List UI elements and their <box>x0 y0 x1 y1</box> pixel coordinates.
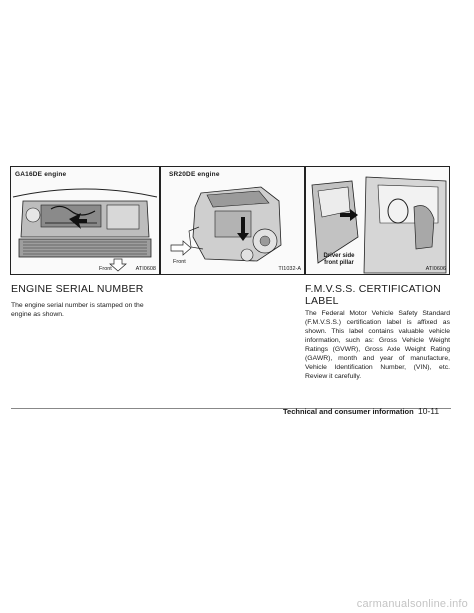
figure-ga16de-engine <box>10 166 160 275</box>
section-body-fmvss-label: The Federal Motor Vehicle Safety Standard (F.M.V.S.S.) certification label is affixed as shown. This label contains valuable vehicle information, such as: Gross Vehicle Weight Ratings (GVWR), Gross Axle Weight Rating (GAWR), month and year of manufacture, Vehicle Identification Number, (VIN), etc. Review it carefully. <box>305 310 450 380</box>
figure-title: GA16DE engine <box>15 171 67 178</box>
section-body-engine-serial: The engine serial number is stamped on the engine as shown. <box>11 302 144 318</box>
front-label: Front <box>99 266 112 272</box>
figure-caption <box>314 253 364 267</box>
sr20de-engine-illustration <box>161 167 304 274</box>
section-heading-engine-serial: ENGINE SERIAL NUMBER <box>11 283 144 295</box>
figure-driver-door-pillar <box>305 166 450 275</box>
caption-line-2: front pillar <box>324 260 354 266</box>
figure-code: ATI0608 <box>135 266 156 272</box>
caption-line-1: Driver side <box>323 253 355 259</box>
page-number: 10-11 <box>418 406 440 416</box>
watermark: carmanualsonline.info <box>356 598 468 610</box>
footer-section-title: Technical and consumer information <box>283 407 414 416</box>
figure-sr20de-engine <box>160 166 305 275</box>
front-label: Front <box>173 259 186 265</box>
figure-code: ATI0606 <box>425 266 446 272</box>
figure-title: SR20DE engine <box>169 171 220 178</box>
figure-code: TI1032-A <box>278 266 301 272</box>
section-heading-fmvss-label: F.M.V.S.S. CERTIFICATION LABEL <box>305 283 441 307</box>
ga16de-engine-illustration <box>11 167 159 274</box>
